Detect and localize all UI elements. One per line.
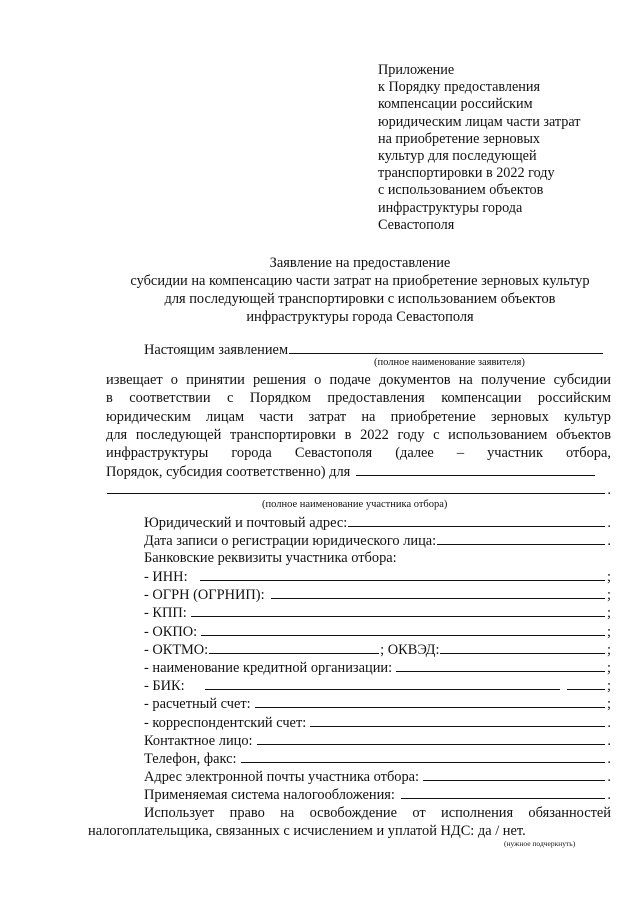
intro-line: юридическим лицам части затрат на приобретение зерновых культур [106,408,611,425]
kpp-label: - КПП: [144,605,187,622]
phone-row [106,749,611,767]
reg-date-row [106,531,611,549]
appendix-line: компенсации российским [378,96,533,113]
account-row [106,694,611,712]
participant-row [106,480,611,498]
oktmo-label: - ОКТМО: [144,641,209,658]
contact-label: Контактное лицо: [144,732,253,749]
intro-line: инфраструктуры города Севастополя (далее – участник отбора, [106,444,611,461]
oktmo-field[interactable] [209,640,379,654]
bik-field-extra[interactable] [567,676,605,690]
oktmo-row [106,640,611,658]
vat-note-row [106,840,611,850]
account-label: - расчетный счет: [144,696,251,713]
contact-row [106,731,611,749]
legal-address-label: Юридический и почтовый адрес: [144,514,348,531]
period-mark: . [607,750,611,767]
ogrn-field[interactable] [271,585,605,599]
applicant-row [106,340,611,358]
appendix-line: Севастополя [378,216,455,233]
corr-account-row [106,713,611,731]
period-mark: . [607,514,611,531]
legal-address-row [106,513,611,531]
intro-line: в соответствии с Порядком предоставления компенсации российским [106,390,611,407]
applicant-name-field[interactable] [289,340,603,354]
semicolon-mark: ; [607,605,611,622]
inn-row [106,567,611,585]
corr-account-field[interactable] [310,713,605,727]
appendix-line: к Порядку предоставления [378,79,540,96]
okved-label: ; ОКВЭД: [380,641,440,658]
ogrn-row [106,585,611,603]
appendix-line: культур для последующей [378,148,537,165]
intro-line: для последующей транспортировки в 2022 году с использованием объектов [106,426,611,443]
appendix-line: с использованием объектов [378,182,544,199]
email-label: Адрес электронной почты участника отбора: [144,769,420,786]
bik-label: - БИК: [144,678,185,695]
semicolon-mark: ; [607,569,611,586]
period-mark: . [607,532,611,549]
reg-date-label: Дата записи о регистрации юридического лица: [144,532,437,549]
title-line: инфраструктуры города Севастополя [246,309,474,325]
vat-line: Использует право на освобождение от исполнения обязанностей [144,804,611,821]
participant-name-field[interactable] [107,480,605,494]
semicolon-mark: ; [607,641,611,658]
okpo-row [106,622,611,640]
tax-system-field[interactable] [401,785,605,799]
purpose-field[interactable] [356,462,595,476]
purpose-row [106,462,611,480]
vat-note: (нужное подчеркнуть) [504,838,576,848]
period-mark: . [607,769,611,786]
vat-line: налогоплательщика, связанных с исчислением и уплатой НДС: да / нет. [88,822,526,839]
period-mark: . [607,787,611,804]
semicolon-mark: ; [607,623,611,640]
intro-line: извещает о принятии решения о подаче документов на получение субсидии [106,372,611,389]
ogrn-label: - ОГРН (ОГРНИП): [144,587,265,604]
phone-field[interactable] [241,749,606,763]
bank-name-field[interactable] [396,658,605,672]
semicolon-mark: ; [607,587,611,604]
tax-system-label: Применяемая система налогообложения: [144,787,395,804]
bik-field[interactable] [205,676,560,690]
period-mark: . [607,714,611,731]
appendix-line: инфраструктуры города [378,199,523,216]
title-line: Заявление на предоставление [269,255,451,271]
reg-date-field[interactable] [437,531,605,545]
bank-header: Банковские реквизиты участника отбора: [144,549,397,566]
document-title [60,254,633,326]
period-mark: . [607,732,611,749]
bank-header-row [106,549,611,567]
participant-note-row [106,499,611,513]
okpo-label: - ОКПО: [144,623,198,640]
email-row [106,767,611,785]
semicolon-mark: ; [607,660,611,676]
appendix-block [378,62,618,234]
kpp-row [106,603,611,621]
phone-label: Телефон, факс: [144,750,237,767]
period-mark: . [607,482,611,499]
bank-name-row [106,658,611,676]
kpp-field[interactable] [191,603,605,617]
semicolon-mark: ; [607,678,611,695]
contact-field[interactable] [257,731,606,745]
bik-row [106,676,611,694]
okpo-field[interactable] [201,622,605,636]
form-body [88,340,611,850]
semicolon-mark: ; [607,696,611,713]
email-field[interactable] [423,767,605,781]
title-line: субсидии на компенсацию части затрат на приобретение зерновых культур [130,273,590,289]
tax-system-row [106,785,611,803]
account-field[interactable] [255,694,605,708]
corr-account-label: - корреспондентский счет: [144,714,307,731]
appendix-line: Приложение [378,62,455,78]
inn-field[interactable] [200,567,605,581]
intro-lead: Настоящим заявлением [144,342,289,358]
okved-field[interactable] [440,640,605,654]
legal-address-field[interactable] [348,513,605,527]
appendix-line: транспортировки в 2022 году [378,165,555,182]
title-line: для последующей транспортировки с использованием объектов [164,291,556,307]
appendix-line: на приобретение зерновых [378,130,540,147]
applicant-note-row [106,358,611,371]
intro-last-line: Порядок, субсидия соответственно) для [106,464,351,481]
applicant-note: (полное наименование заявителя) [374,357,525,369]
bank-name-label: - наименование кредитной организации: [144,660,393,676]
appendix-line: юридическим лицам части затрат [378,113,581,130]
inn-label: - ИНН: [144,569,188,586]
participant-note: (полное наименование участника отбора) [262,498,448,510]
